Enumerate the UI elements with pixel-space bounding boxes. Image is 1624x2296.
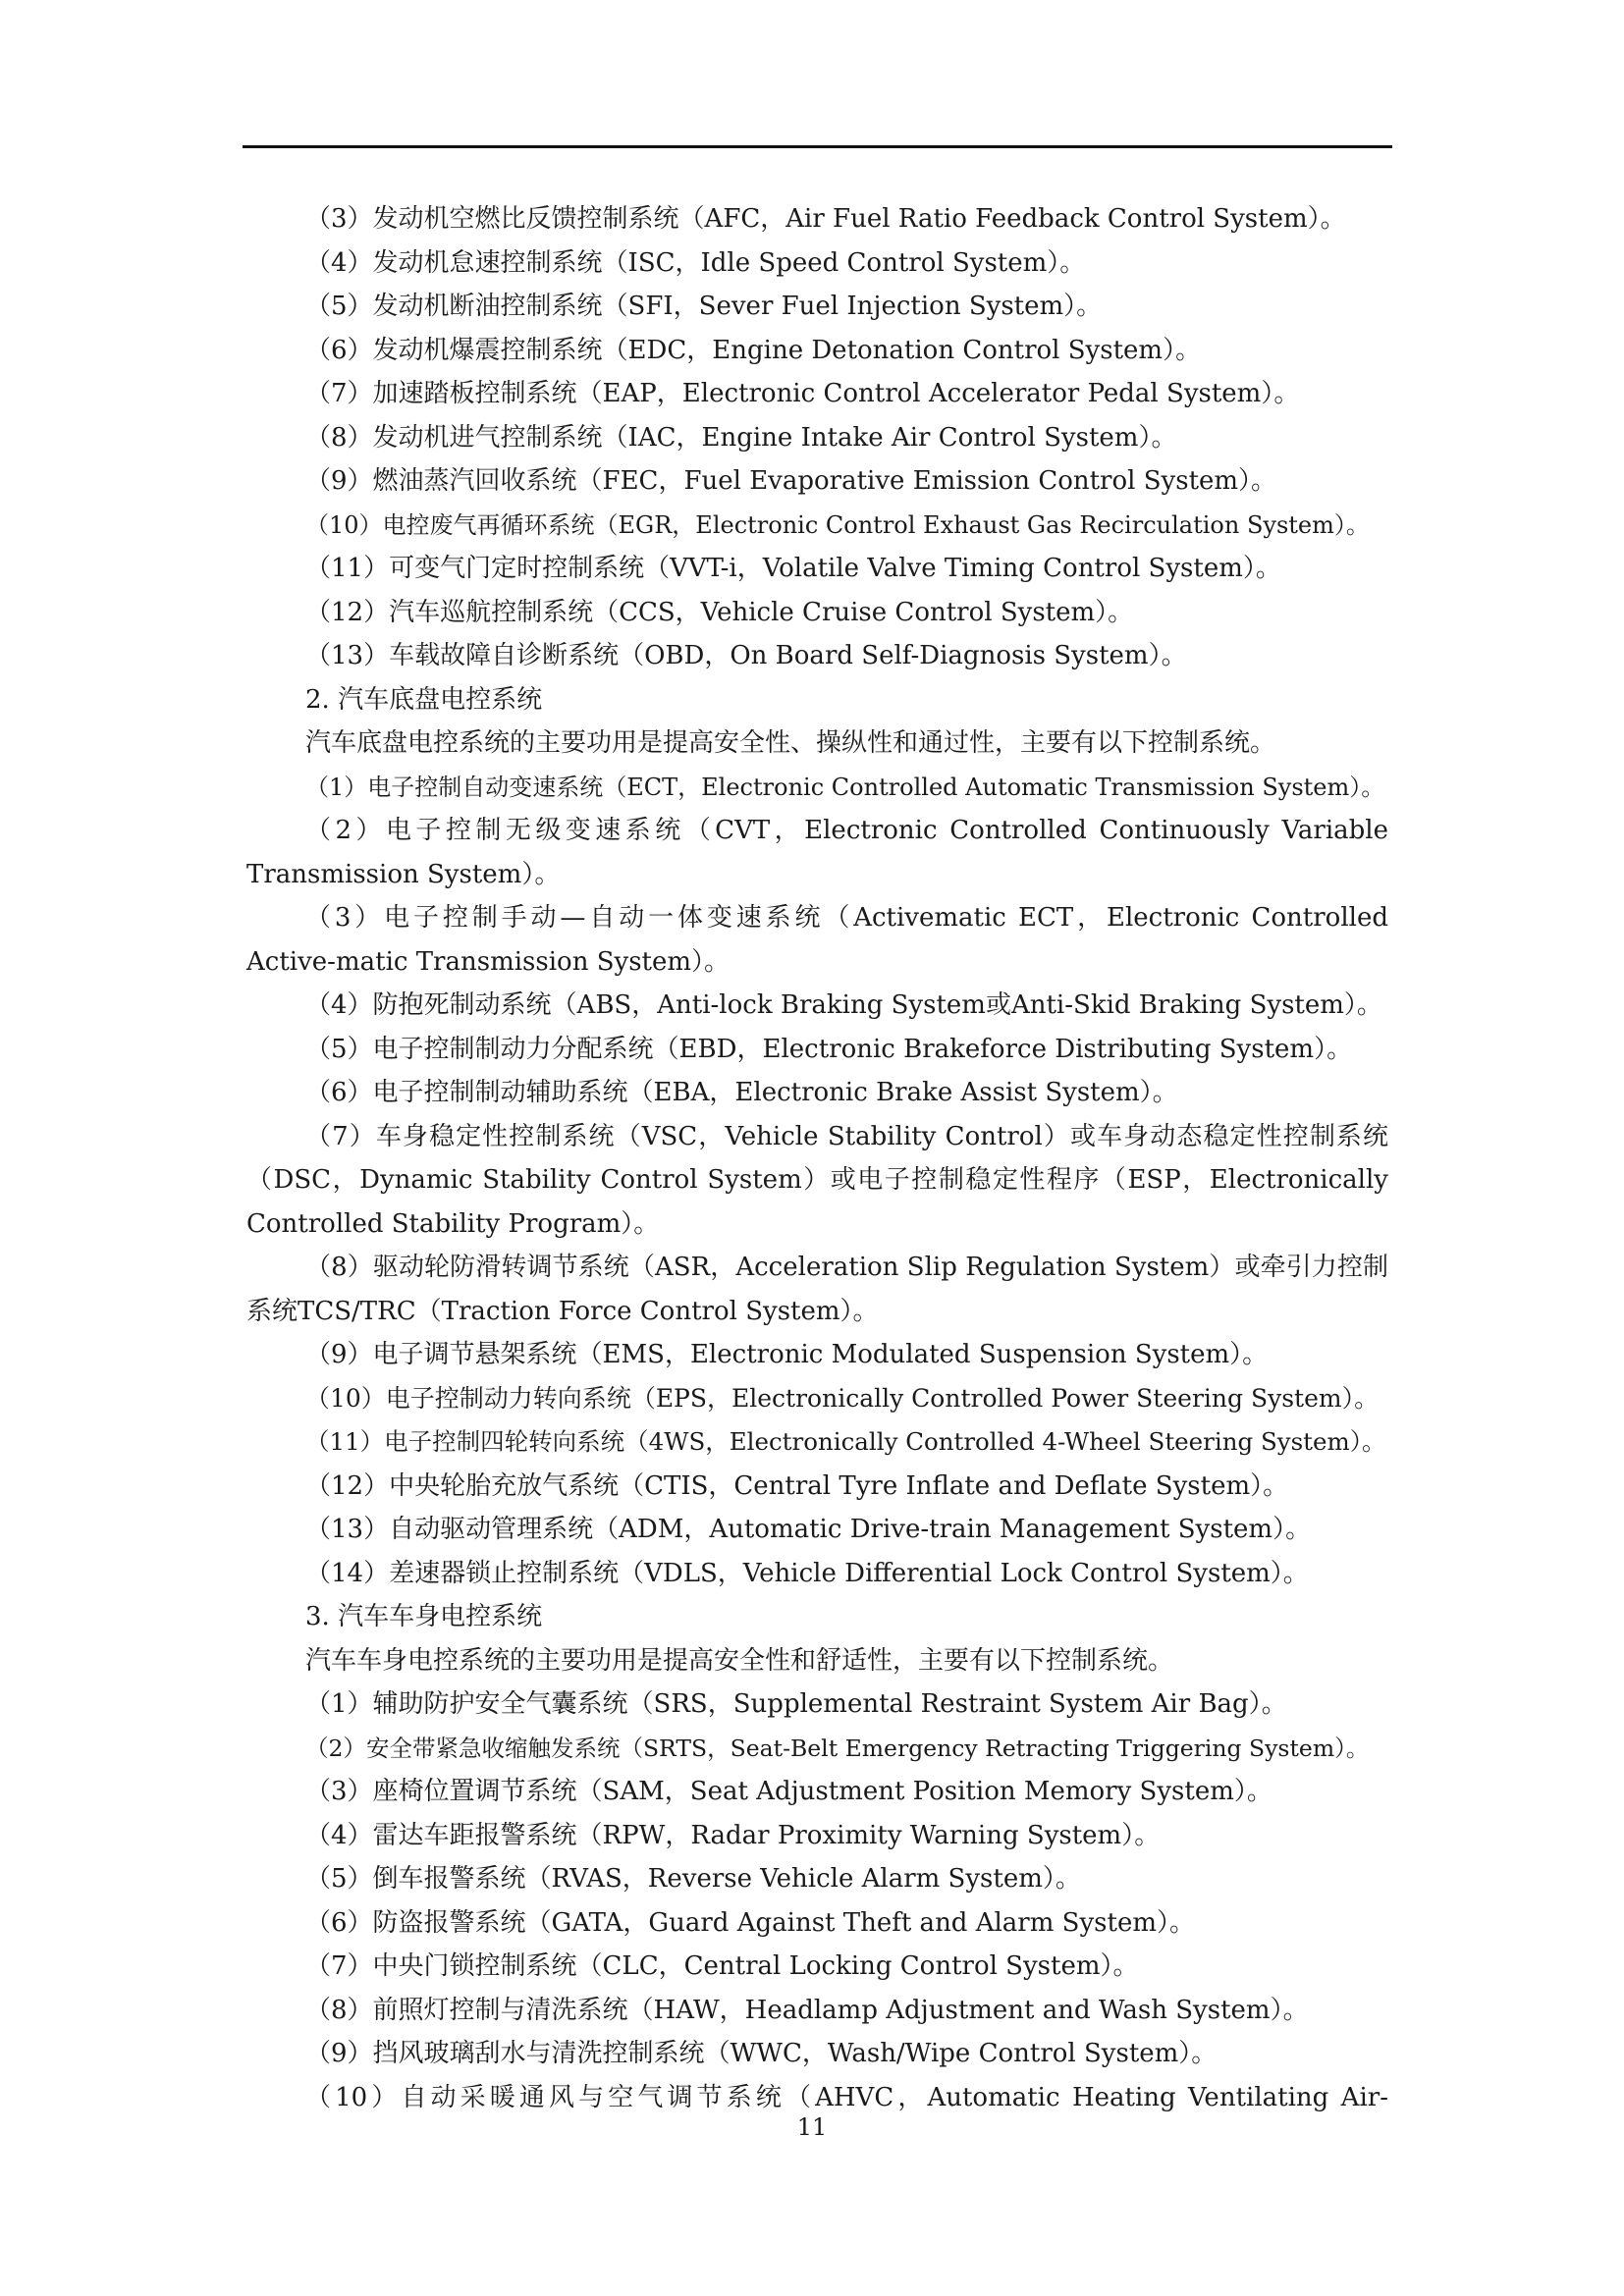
list-item: （4）雷达车距报警系统（RPW，Radar Proximity Warning System）。	[305, 1820, 1161, 1850]
list-item: （13）自动驱动管理系统（ADM，Automatic Drive-train Management System）。	[305, 1515, 1312, 1544]
list-item: （3）座椅位置调节系统（SAM，Seat Adjustment Position Memory System）。	[305, 1777, 1272, 1806]
list-item: （4）防抱死制动系统（ABS，Anti-lock Braking System或Anti-Skid Braking System）。	[305, 990, 1382, 1020]
list-item: （11）电子控制四轮转向系统（4WS，Electronically Controlled 4-Wheel Steering System）。	[305, 1427, 1386, 1456]
list-item: （8）前照灯控制与清洗系统（HAW，Headlamp Adjustment and Wash System）。	[305, 1995, 1309, 2025]
list-item: （10）电子控制动力转向系统（EPS，Electronically Controlled Power Steering System）。	[305, 1383, 1380, 1413]
list-item: （10）电控废气再循环系统（EGR，Electronic Control Exhaust Gas Recirculation System）。	[305, 510, 1370, 539]
list-item: （5）电子控制制动力分配系统（EBD，Electronic Brakeforce Distributing System）。	[305, 1034, 1353, 1064]
list-item: （4）发动机怠速控制系统（ISC，Idle Speed Control System）。	[305, 247, 1086, 278]
list-item: （11）可变气门定时控制系统（VVT-i，Volatile Valve Timing Control System）。	[305, 554, 1281, 583]
list-item: （2）电子控制无级变速系统（CVT，Electronic Controlled Continuously Variable	[305, 816, 1388, 845]
document-body	[246, 197, 1388, 2119]
list-item: （3）电子控制手动—自动一体变速系统（Activematic ECT，Electronic Controlled	[305, 903, 1388, 933]
section-intro: 汽车车身电控系统的主要功用是提高安全性和舒适性，主要有以下控制系统。	[305, 1645, 1174, 1676]
list-item-continuation: 系统TCS/TRC（Traction Force Control System）。	[246, 1296, 879, 1326]
list-item: （6）发动机爆震控制系统（EDC，Engine Detonation Control System）。	[305, 335, 1202, 365]
list-item: （7）车身稳定性控制系统（VSC，Vehicle Stability Control）或车身动态稳定性控制系统	[305, 1121, 1388, 1151]
list-item: （12）中央轮胎充放气系统（CTIS，Central Tyre Inflate and Deflate System）。	[305, 1470, 1289, 1501]
list-item: （5）发动机断油控制系统（SFI，Sever Fuel Injection System）。	[305, 292, 1103, 321]
list-item-continuation: （DSC，Dynamic Stability Control System）或电子控制稳定性程序（ESP，Electronically	[246, 1165, 1388, 1195]
list-item: （9）挡风玻璃刮水与清洗控制系统（WWC，Wash/Wipe Control System）。	[305, 2039, 1218, 2068]
list-item: （5）倒车报警系统（RVAS，Reverse Vehicle Alarm System）。	[305, 1864, 1081, 1894]
list-item: （12）汽车巡航控制系统（CCS，Vehicle Cruise Control System）。	[305, 597, 1134, 627]
list-item: （10）自动采暖通风与空气调节系统（AHVC，Automatic Heating Ventilating Air-	[305, 2082, 1388, 2112]
list-item: （6）防盗报警系统（GATA，Guard Against Theft and Alarm System）。	[305, 1907, 1195, 1938]
list-item-continuation: Transmission System）。	[246, 859, 561, 889]
list-item: （1）电子控制自动变速系统（ECT，Electronic Controlled Automatic Transmission System）。	[305, 773, 1385, 801]
list-item: （9）燃油蒸汽回收系统（FEC，Fuel Evaporative Emission Control System）。	[305, 466, 1277, 496]
list-item: （3）发动机空燃比反馈控制系统（AFC，Air Fuel Ratio Feedback Control System）。	[305, 204, 1346, 234]
list-item-continuation: Active-matic Transmission System）。	[246, 946, 731, 977]
list-item: （2）安全带紧急收缩触发系统（SRTS，Seat-Belt Emergency Retracting Triggering System）。	[305, 1734, 1370, 1762]
list-item: （7）加速踏板控制系统（EAP，Electronic Control Accelerator Pedal System）。	[305, 379, 1300, 408]
list-item-continuation: Controlled Stability Program）。	[246, 1208, 660, 1239]
list-item: （1）辅助防护安全气囊系统（SRS，Supplemental Restraint System Air Bag）。	[305, 1689, 1287, 1719]
list-item: （13）车载故障自诊断系统（OBD，On Board Self-Diagnosis System）。	[305, 641, 1187, 670]
section-heading: 3. 汽车车身电控系统	[305, 1602, 543, 1631]
header-rule	[243, 145, 1392, 148]
list-item: （8）驱动轮防滑转调节系统（ASR，Acceleration Slip Regulation System）或牵引力控制	[305, 1253, 1388, 1282]
list-item: （14）差速器锁止控制系统（VDLS，Vehicle Differential Lock Control System）。	[305, 1558, 1309, 1588]
page-number: 11	[796, 2113, 828, 2141]
list-item: （9）电子调节悬架系统（EMS，Electronic Modulated Suspension System）。	[305, 1340, 1269, 1369]
list-item: （7）中央门锁控制系统（CLC，Central Locking Control System）。	[305, 1951, 1139, 1981]
section-intro: 汽车底盘电控系统的主要功用是提高安全性、操纵性和通过性，主要有以下控制系统。	[305, 728, 1276, 758]
section-heading: 2. 汽车底盘电控系统	[305, 684, 543, 715]
list-item: （8）发动机进气控制系统（IAC，Engine Intake Air Control System）。	[305, 422, 1177, 453]
list-item: （6）电子控制制动辅助系统（EBA，Electronic Brake Assist System）。	[305, 1078, 1178, 1107]
